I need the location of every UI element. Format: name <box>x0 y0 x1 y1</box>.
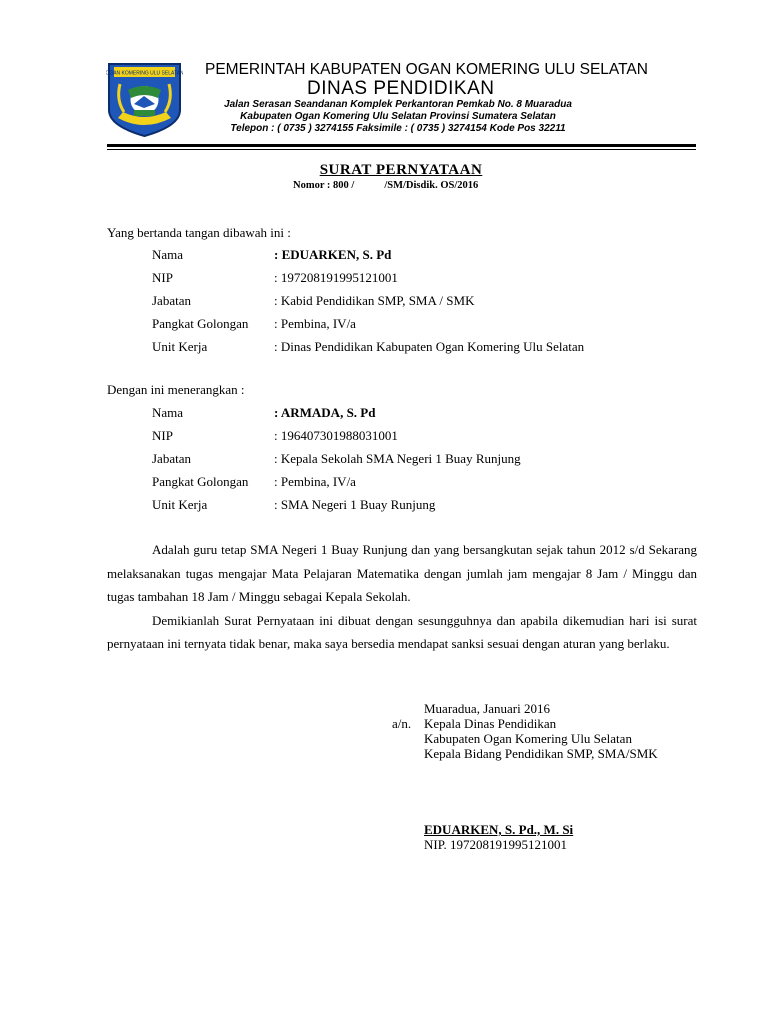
subject-nip-value: : 196407301988031001 <box>274 428 398 443</box>
signer-name-value: : EDUARKEN, S. Pd <box>274 247 392 262</box>
place-date: Muaradua, Januari 2016 <box>424 701 550 716</box>
subject-name-label: Nama <box>152 405 184 420</box>
signature-name: EDUARKEN, S. Pd., M. Si <box>424 822 574 837</box>
signature-title-2: Kabupaten Ogan Komering Ulu Selatan <box>424 731 632 746</box>
signer-name-label: Nama <box>152 247 184 262</box>
document-number-prefix: Nomor : 800 / <box>293 180 355 191</box>
subject-jabatan-value: : Kepala Sekolah SMA Negeri 1 Buay Runjung <box>274 451 521 466</box>
subject-intro: Dengan ini menerangkan : <box>107 382 245 397</box>
letterhead-divider-thin <box>107 149 696 150</box>
signature-title-1: Kepala Dinas Pendidikan <box>424 716 557 731</box>
signer-nip-value: : 197208191995121001 <box>274 270 398 285</box>
signer-nip-label: NIP <box>152 270 173 285</box>
subject-unit-label: Unit Kerja <box>152 497 208 512</box>
an-prefix: a/n. <box>392 716 412 731</box>
signer-jabatan-value: : Kabid Pendidikan SMP, SMA / SMK <box>274 293 475 308</box>
signer-jabatan-label: Jabatan <box>152 293 191 308</box>
subject-golongan-label: Pangkat Golongan <box>152 474 249 489</box>
letterhead-divider-thick <box>107 144 696 147</box>
signer-intro: Yang bertanda tangan dibawah ini : <box>107 225 291 240</box>
signature-nip: NIP. 197208191995121001 <box>424 837 568 852</box>
signature-title-3: Kepala Bidang Pendidikan SMP, SMA/SMK <box>424 746 658 761</box>
subject-jabatan-label: Jabatan <box>152 451 191 466</box>
signer-unit-value: : Dinas Pendidikan Kabupaten Ogan Komering Ulu Selatan <box>274 339 585 354</box>
address-line-2: Kabupaten Ogan Komering Ulu Selatan Provinsi Sumatera Selatan <box>240 111 556 122</box>
subject-name-value: : ARMADA, S. Pd <box>274 405 376 420</box>
paragraph-2: Demikianlah Surat Pernyataan ini dibuat dengan sesungguhnya dan apabila dikemudian hari isi surat pernyataan ini ternyata tidak benar, maka saya bersedia mendapat sanksi sesuai dengan aturan yang berlaku. <box>107 612 697 651</box>
subject-golongan-value: : Pembina, IV/a <box>274 474 356 489</box>
document-title: SURAT PERNYATAAN <box>319 162 483 178</box>
signer-golongan-value: : Pembina, IV/a <box>274 316 356 331</box>
signer-unit-label: Unit Kerja <box>152 339 208 354</box>
document-number <box>293 180 478 191</box>
subject-nip-label: NIP <box>152 428 173 443</box>
agency-name: DINAS PENDIDIKAN <box>307 78 495 99</box>
address-line-1: Jalan Serasan Seandanan Komplek Perkantoran Pemkab No. 8 Muaradua <box>224 99 572 110</box>
subject-unit-value: : SMA Negeri 1 Buay Runjung <box>274 497 436 512</box>
body-text <box>107 538 697 656</box>
document-number-suffix: /SM/Disdik. OS/2016 <box>384 180 479 191</box>
signer-golongan-label: Pangkat Golongan <box>152 316 249 331</box>
logo-text: OGAN KOMERING ULU SELATAN <box>106 70 183 77</box>
government-name: PEMERINTAH KABUPATEN OGAN KOMERING ULU SELATAN <box>205 61 648 78</box>
paragraph-1: Adalah guru tetap SMA Negeri 1 Buay Runjung dan yang bersangkutan sejak tahun 2012 s/d Sekarang melaksanakan tugas mengajar Mata Pelajaran Matematika dengan jumlah jam mengajar 8 Jam / Minggu dan tugas tambahan 18 Jam / Minggu sebagai Kepala Sekolah. <box>107 542 697 604</box>
address-line-3: Telepon : ( 0735 ) 3274155 Faksimile : ( 0735 ) 3274154 Kode Pos 32211 <box>230 123 566 134</box>
